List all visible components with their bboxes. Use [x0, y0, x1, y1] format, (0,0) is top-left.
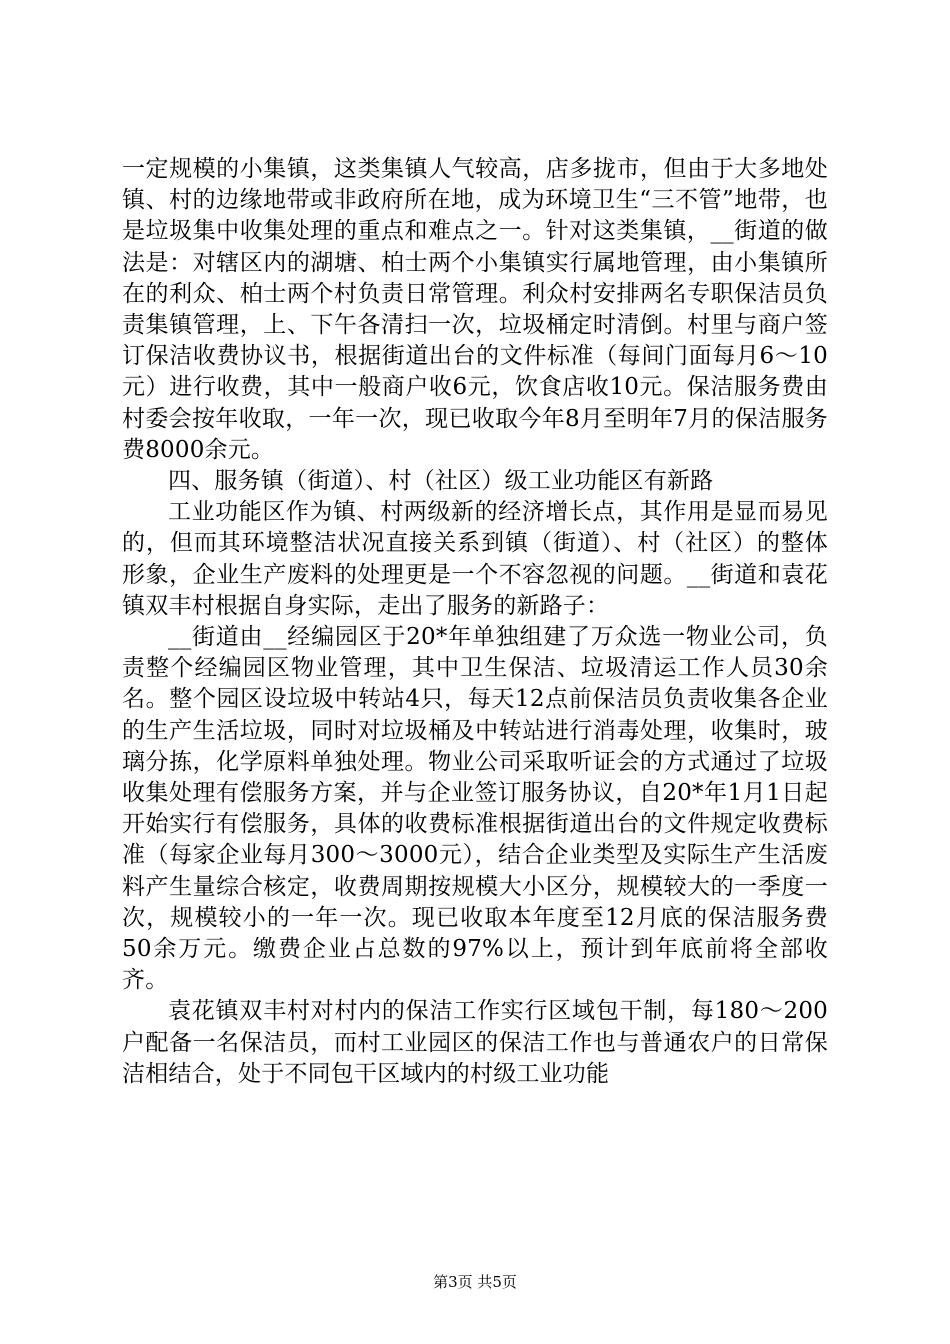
document-body: [122, 154, 828, 1090]
paragraph-property-company: __街道由__经编园区于20*年单独组建了万众选一物业公司，负责整个经编园区物业管理，其中卫生保洁、垃圾清运工作人员30余名。整个园区设垃圾中转站4只，每天12点前保洁员负责收集各企业的生产生活垃圾，同时对垃圾桶及中转站进行消毒处理，收集时，玻璃分拣，化学原料单独处理。物业公司采取听证会的方式通过了垃圾收集处理有偿服务方案，并与企业签订服务协议，自20*年1月1日起开始实行有偿服务，具体的收费标准根据街道出台的文件规定收费标准（每家企业每月300～3000元），结合企业类型及实际生产生活废料产生量综合核定，收费周期按规模大小区分，规模较大的一季度一次，规模较小的一年一次。现已收取本年度至12月底的保洁服务费50余万元。缴费企业占总数的97%以上，预计到年底前将全部收齐。: [122, 624, 828, 994]
paragraph-continuation: 一定规模的小集镇，这类集镇人气较高，店多拢市，但由于大多地处镇、村的边缘地带或非政府所在地，成为环境卫生“三不管”地带，也是垃圾集中收集处理的重点和难点之一。针对这类集镇，__街道的做法是：对辖区内的湖塘、柏士两个小集镇实行属地管理，由小集镇所在的利众、柏士两个村负责日常管理。利众村安排两名专职保洁员负责集镇管理，上、下午各清扫一次，垃圾桶定时清倒。村里与商户签订保洁收费协议书，根据街道出台的文件标准（每间门面每月6～10元）进行收费，其中一般商户收6元，饮食店收10元。保洁服务费由村委会按年收取，一年一次，现已收取今年8月至明年7月的保洁服务费8000余元。: [122, 156, 828, 463]
page-footer: 第3页 共5页: [433, 1273, 517, 1291]
section-heading: 四、服务镇（街道）、村（社区）级工业功能区有新路: [168, 468, 714, 495]
paragraph-shuangfeng-village: 袁花镇双丰村对村内的保洁工作实行区域包干制，每180～200户配备一名保洁员，而村工业园区的保洁工作也与普通农户的日常保洁相结合，处于不同包干区域内的村级工业功能: [122, 998, 828, 1087]
paragraph-industrial-zone: 工业功能区作为镇、村两级新的经济增长点，其作用是显而易见的，但而其环境整洁状况直接关系到镇（街道）、村（社区）的整体形象，企业生产废料的处理更是一个不容忽视的问题。__街道和袁花镇双丰村根据自身实际，走出了服务的新路子：: [122, 499, 828, 619]
